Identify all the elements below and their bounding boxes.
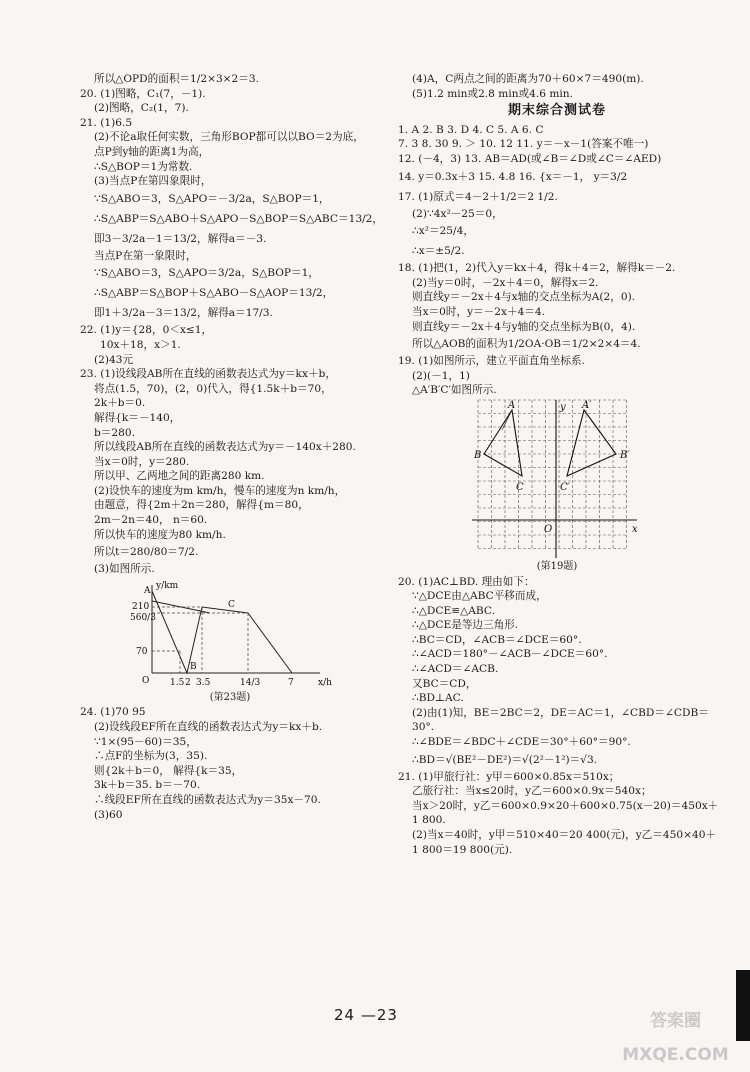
right3-line-10: 30°. <box>412 721 435 734</box>
right2-line-15: (2)(－1，1) <box>412 369 470 382</box>
fig19-label-c-prime: C′ <box>560 481 570 493</box>
right3-line-11: ∴∠BDE＝∠BDC＋∠CDE＝30°＋60°＝90°. <box>412 736 631 749</box>
fig19-label-a: A <box>508 399 516 411</box>
left-line-16: 10x＋18，x＞1. <box>100 338 181 351</box>
figure-23-graph <box>130 579 330 691</box>
left-line-6: ∴S△BOP＝1为常数. <box>94 160 193 173</box>
right2-line-0: 1. A 2. B 3. D 4. C 5. A 6. C <box>398 123 544 136</box>
right-text-block-3 <box>398 575 719 858</box>
fig23-xlabel: x/h <box>318 677 332 688</box>
fig23-xtick-1: 2 <box>185 677 191 688</box>
left-line-12: ∵S△ABO＝3，S△APO＝3/2a，S△BOP＝1， <box>94 267 319 280</box>
left-line-20: 2k＋b＝0. <box>94 397 146 410</box>
fig19-label-x: x <box>632 523 638 535</box>
left-line-29: 所以快车的速度为80 km/h. <box>94 528 226 541</box>
fig23-ylabel: y/km <box>156 580 179 591</box>
left-line-19: 将点(1.5，70)，(2，0)代入，得{1.5k＋b＝70， <box>94 382 332 395</box>
fig23-point-c: C <box>228 599 235 610</box>
fig23-xtick-2: 3.5 <box>196 677 211 688</box>
right3-line-9: (2)由(1)知，BE＝2BC＝2，DE＝AC＝1，∠CBD＝∠CDB＝ <box>412 706 709 719</box>
right3-line-14: 乙旅行社：当x≤20时，y乙＝600×0.9x＝540x； <box>412 785 652 798</box>
right2-line-4: 17. (1)原式＝4－2＋1/2＝2 1/2. <box>398 190 558 203</box>
left2-line-7: (3)60 <box>94 808 123 821</box>
fig19-label-a-prime: A′ <box>582 399 592 411</box>
left2-line-4: 则{2k＋b＝0， 解得{k＝35， <box>94 764 243 777</box>
left-line-3: 21. (1)6.5 <box>80 116 133 129</box>
right-column <box>398 72 719 857</box>
left2-line-2: ∵1×(95－60)＝35， <box>94 735 197 748</box>
right2-line-6: ∴x²＝25/4， <box>412 225 474 238</box>
left-line-21: 解得{k＝－140， <box>94 411 181 424</box>
right3-line-8: ∴BD⊥AC. <box>412 692 464 705</box>
fig23-origin: O <box>142 675 150 686</box>
right2-line-10: 则直线y＝－2x＋4与x轴的交点坐标为A(2，0). <box>412 291 636 304</box>
fig23-xtick-4: 7 <box>288 677 294 688</box>
left-line-26: (2)设快车的速度为m km/h，慢车的速度为n km/h， <box>94 484 346 497</box>
right3-line-15: 当x＞20时，y乙＝600×0.9×20＋600×0.75(x－20)＝450x＋ <box>412 799 719 812</box>
fig19-label-c: C <box>516 481 524 493</box>
right2-line-1: 7. 3 8. 30 9. ＞ 10. 12 11. y＝－x－1(答案不唯一) <box>398 138 649 151</box>
fig19-label-origin: O <box>544 523 553 535</box>
right2-line-14: 19. (1)如图所示，建立平面直角坐标系. <box>398 355 585 368</box>
fig19-label-b: B <box>474 449 482 461</box>
left-column <box>80 72 383 822</box>
left-line-27: 由题意，得{2m＋2n＝280，解得{m＝80， <box>94 499 309 512</box>
left-text-block <box>80 72 383 577</box>
fig23-xtick-3: 14/3 <box>240 677 261 688</box>
watermark-logo: 答案圈 MXQE.COM <box>622 1011 729 1065</box>
left-line-2: (2)图略，C₂(1，7). <box>94 102 189 115</box>
page-number: 24 —23 <box>334 1006 398 1024</box>
right-text-block-2 <box>398 123 716 398</box>
right3-line-6: ∴∠ACD＝∠ACB. <box>412 663 499 676</box>
left-line-7: (3)当点P在第四象限时， <box>94 175 212 188</box>
left-line-25: 所以甲、乙两地之间的距离280 km. <box>94 470 265 483</box>
left-line-10: 即3－3/2a－1＝13/2，解得a＝－3. <box>94 232 267 245</box>
left-line-8: ∵S△ABO＝3，S△APO＝－3/2a，S△BOP＝1， <box>94 192 330 205</box>
right2-line-13: 所以△AOB的面积为1/2OA·OB＝1/2×2×4＝4. <box>412 338 641 351</box>
right2-line-12: 则直线y＝－2x＋4与y轴的交点坐标为B(0，4). <box>412 320 636 333</box>
left-line-14: 即1＋3/2a－3＝13/2，解得a＝17/3. <box>94 307 273 320</box>
left-line-18: 23. (1)设线段AB所在直线的函数表达式为y＝kx＋b， <box>80 368 336 381</box>
left2-line-1: (2)设线段EF所在直线的函数表达式为y＝kx＋b. <box>94 721 323 734</box>
right3-line-7: 又BC＝CD， <box>412 677 477 690</box>
left-line-4: (2)不论a取任何实数，三角形BOP都可以以BO＝2为底， <box>94 131 364 144</box>
right-line-0: (4)A，C两点之间的距离为70＋60×7＝490(m). <box>412 73 644 85</box>
right-line-1: (5)1.2 min或2.8 min或4.6 min. <box>412 87 573 100</box>
right3-line-17: (2)当x＝40时，y甲＝510×40＝20 400(元)，y乙＝450×40＋ <box>412 829 717 841</box>
left-line-15: 22. (1)y＝{28，0＜x≤1， <box>80 324 213 337</box>
left2-line-0: 24. (1)70 95 <box>80 706 146 719</box>
fig23-ytick-1: 560/3 <box>130 612 156 623</box>
figure-19-caption: (第19题) <box>536 560 578 572</box>
left-text-block-2 <box>80 705 380 822</box>
fig23-point-b: B <box>190 661 197 672</box>
right2-line-9: (2)当y＝0时，－2x＋4＝0，解得x＝2. <box>412 276 599 289</box>
fig19-label-y: y <box>560 401 566 413</box>
left-line-23: 所以线段AB所在直线的函数表达式为y＝－140x＋280. <box>94 441 356 454</box>
fig23-ytick-0: 210 <box>132 601 150 612</box>
left-line-13: ∴S△ABP＝S△BOP＋S△ABO－S△AOP＝13/2， <box>94 287 334 300</box>
left-line-1: 20. (1)图略，C₁(7，－1). <box>80 87 206 100</box>
left-line-28: 2m－2n＝40， n＝60. <box>94 514 208 527</box>
right3-line-1: ∵△DCE由△ABC平移而成， <box>412 590 547 603</box>
corner-tab <box>736 970 750 1041</box>
left-line-30: 所以t＝280/80＝7/2. <box>94 546 199 559</box>
right2-line-16: △A′B′C′如图所示. <box>412 384 497 397</box>
fig23-point-a: A <box>144 585 151 596</box>
left2-line-5: 3k＋b＝35. b＝－70. <box>94 779 201 792</box>
right3-line-3: ∴△DCE是等边三角形. <box>412 619 519 632</box>
figure-23-caption: (第23题) <box>209 691 251 703</box>
fig19-label-b-prime: B′ <box>620 449 630 461</box>
section-title: 期末综合测试卷 <box>507 103 606 119</box>
left2-line-3: ∴点F的坐标为(3，35). <box>94 750 208 763</box>
left2-line-6: ∴线段EF所在直线的函数表达式为y＝35x－70. <box>94 794 321 806</box>
right3-line-2: ∴△DCE≌△ABC. <box>412 604 495 617</box>
right3-line-18: 1 800＝19 800(元). <box>412 843 513 856</box>
right3-line-16: 1 800. <box>412 814 446 827</box>
right-text-block <box>398 72 716 101</box>
figure-19-grid <box>472 400 642 560</box>
left-line-22: b＝280. <box>94 426 135 439</box>
right2-line-7: ∴x＝±5/2. <box>412 245 465 258</box>
fig23-ytick-2: 70 <box>136 646 148 657</box>
left-line-17: (2)43元 <box>94 353 134 366</box>
left-line-31: (3)如图所示. <box>94 563 155 576</box>
left-line-11: 当点P在第一象限时， <box>94 249 197 262</box>
left-line-24: 当x＝0时，y＝280. <box>94 455 190 468</box>
right2-line-11: 当x＝0时，y＝－2x＋4＝4. <box>412 305 546 318</box>
right3-line-0: 20. (1)AC⊥BD. 理由如下： <box>398 575 535 588</box>
right3-line-4: ∴BC＝CD，∠ACB＝∠DCE＝60°. <box>412 633 582 646</box>
right2-line-3: 14. y＝0.3x＋3 15. 4.8 16. {x＝－1， y＝3/2 <box>398 170 628 183</box>
right2-line-5: (2)∵4x²－25＝0， <box>412 207 503 220</box>
right2-line-8: 18. (1)把(1，2)代入y＝kx＋4，得k＋4＝2，解得k＝－2. <box>398 262 676 275</box>
right3-line-13: 21. (1)甲旅行社：y甲＝600×0.85x＝510x； <box>398 770 620 783</box>
left-line-5: 点P到y轴的距离1为高， <box>94 145 210 158</box>
right3-line-12: ∴BD＝√(BE²－DE²)＝√(2²－1²)＝√3. <box>412 753 598 766</box>
fig23-xtick-0: 1.5 <box>170 677 185 688</box>
right3-line-5: ∴∠ACD＝180°－∠ACB－∠DCE＝60°. <box>412 648 608 661</box>
right2-line-2: 12. (－4，3) 13. AB＝AD(或∠B＝∠D或∠C＝∠AED) <box>398 152 662 165</box>
left-line-9: ∴S△ABP＝S△ABO＋S△APO－S△BOP＝S△ABC＝13/2， <box>94 212 383 225</box>
left-line-0: 所以△OPD的面积＝1/2×3×2＝3. <box>94 73 259 85</box>
